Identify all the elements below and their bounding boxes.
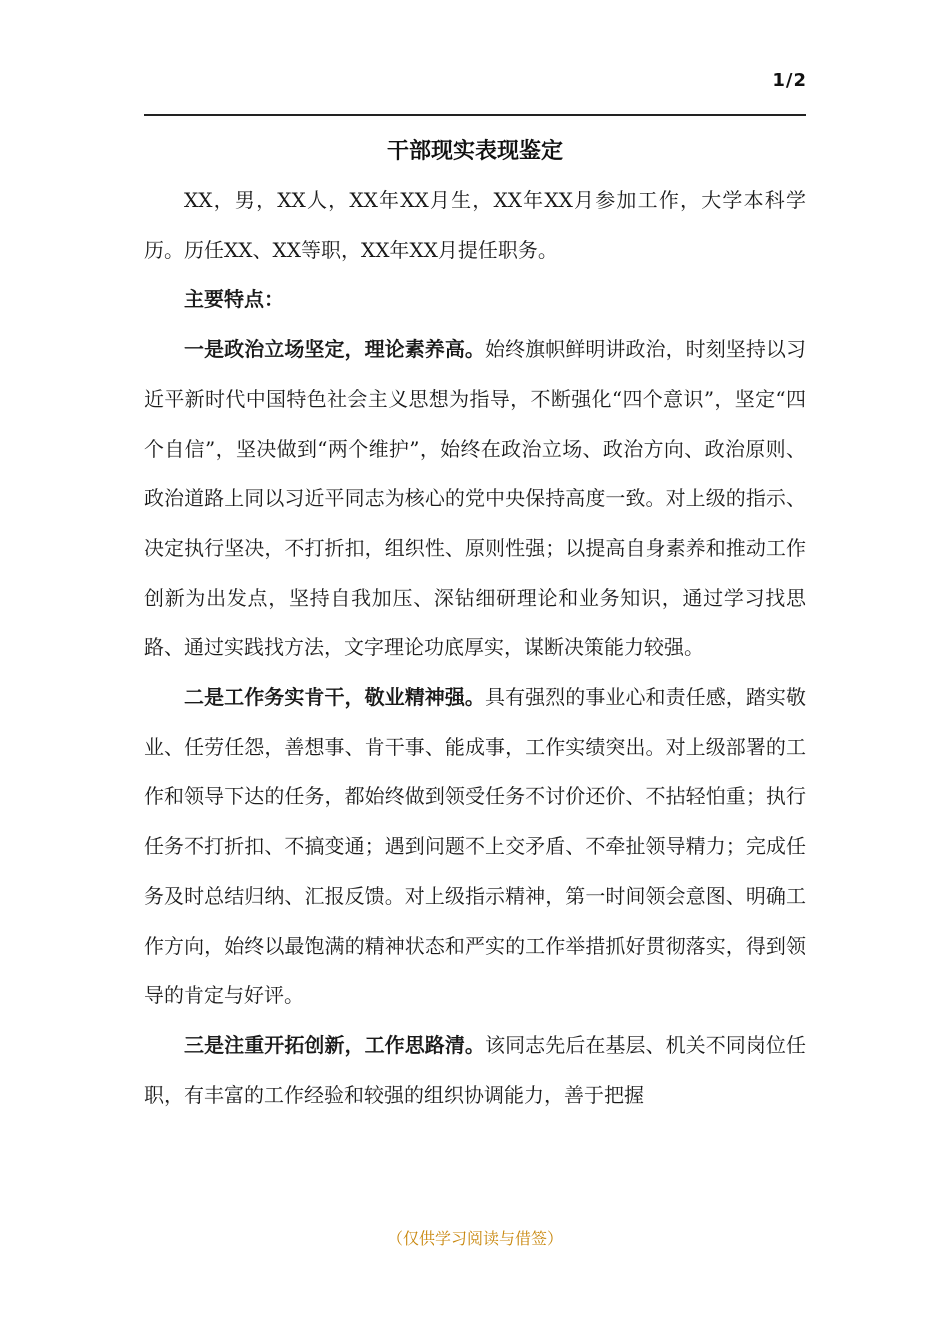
intro-paragraph: XX，男，XX人，XX年XX月生，XX年XX月参加工作，大学本科学历。历任XX、XX等职，XX年XX月提任职务。 [144, 188, 806, 262]
point-body-2: 具有强烈的事业心和责任感，踏实敬业、任劳任怨，善想事、肯干事、能成事，工作实绩突出。对上级部署的工作和领导下达的任务，都始终做到领受任务不讨价还价、不拈轻怕重；执行任务不打折扣、不搞变通；遇到问题不上交矛盾、不牵扯领导精力；完成任务及时总结归纳、汇报反馈。对上级指示精神，第一时间领会意图、明确工作方向，始终以最饱满的精神状态和严实的工作举措抓好贯彻落实，得到领导的肯定与好评。 [144, 685, 806, 1008]
document-title: 干部现实表现鉴定 [386, 139, 563, 164]
point-body-3: 该同志先后在基层、机关不同岗位任职，有丰富的工作经验和较强的组织协调能力，善于把握 [144, 1032, 806, 1107]
page-number: 1/2 [772, 70, 807, 91]
point-paragraph-2 [144, 673, 806, 1021]
point-lead-3: 三是注重开拓创新，工作思路清。 [184, 1032, 485, 1057]
point-lead-1: 一是政治立场坚定，理论素养高。 [184, 337, 485, 362]
point-paragraph-3 [144, 1021, 806, 1120]
section-heading: 主要特点： [184, 287, 284, 312]
header-rule [144, 114, 806, 116]
point-paragraph-1 [144, 325, 806, 673]
document-body [144, 176, 806, 1216]
point-body-1: 始终旗帜鲜明讲政治，时刻坚持以习近平新时代中国特色社会主义思想为指导，不断强化“四个意识”，坚定“四个自信”，坚决做到“两个维护”，始终在政治立场、政治方向、政治原则、政治道路上同以习近平同志为核心的党中央保持高度一致。对上级的指示、决定执行坚决，不打折扣，组织性、原则性强；以提高自身素养和推动工作创新为出发点，坚持自我加压、深钻细研理论和业务知识，通过学习找思路、通过实践找方法，文字理论功底厚实，谋断决策能力较强。 [144, 337, 806, 660]
footer-note: （仅供学习阅读与借签） [386, 1229, 563, 1248]
point-lead-2: 二是工作务实肯干，敬业精神强。 [184, 685, 485, 710]
